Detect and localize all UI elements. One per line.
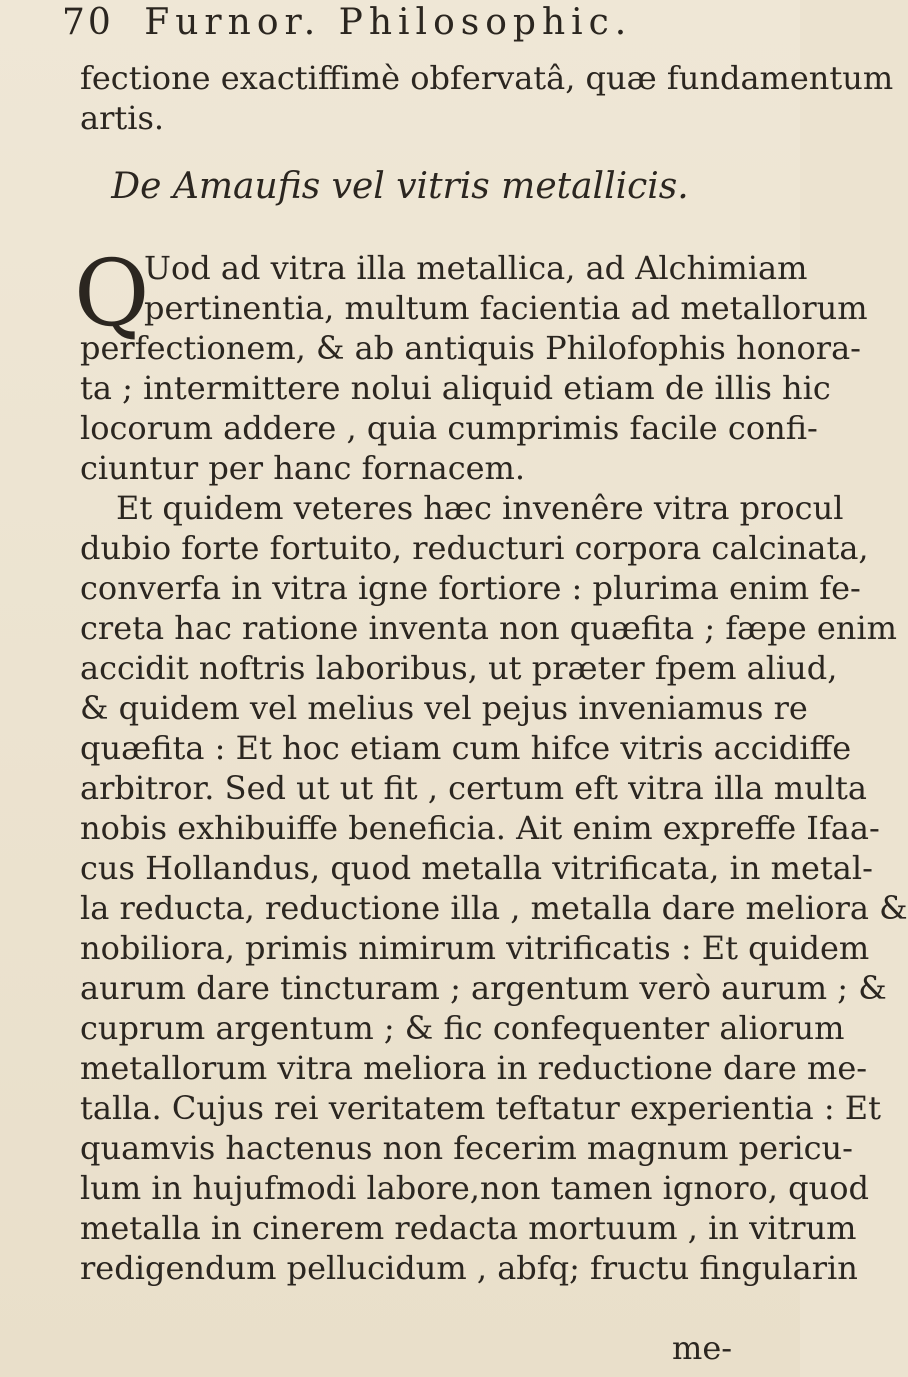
text-line: quamvis hactenus non fecerim magnum pericu- xyxy=(80,1129,853,1167)
text-line: converfa in vitra igne fortiore : plurima enim fe- xyxy=(80,569,861,607)
catchword: me- xyxy=(672,1329,733,1367)
text-line: Et quidem veteres hæc invenêre vitra procul xyxy=(116,489,844,527)
text-line: redigendum pellucidum , abfq; fructu fingularin xyxy=(80,1249,858,1287)
text-line: cuprum argentum ; & fic confequenter aliorum xyxy=(80,1009,845,1047)
text-line: nobiliora, primis nimirum vitrificatis : Et quidem xyxy=(80,929,870,967)
text-line: la reducta, reductione illa , metalla dare meliora & xyxy=(80,889,908,927)
text-line: fectione exactiffimè obfervatâ, quæ fundamentum xyxy=(80,59,894,97)
text-line: ciuntur per hanc fornacem. xyxy=(80,449,526,487)
text-line: perfectionem, & ab antiquis Philofophis honora- xyxy=(80,329,861,367)
text-line: metalla in cinerem redacta mortuum , in vitrum xyxy=(80,1209,857,1247)
text-line: nobis exhibuiffe beneficia. Ait enim expreffe Ifaa- xyxy=(80,809,880,847)
text-line: creta hac ratione inventa non quæfita ; fæpe enim xyxy=(80,609,897,647)
page-number: 70 xyxy=(62,2,114,43)
text-line: Uod ad vitra illa metallica, ad Alchimiam xyxy=(144,249,808,287)
running-title: Furnor. Philosophic. xyxy=(144,2,633,43)
page-header xyxy=(62,2,632,43)
text-line: arbitror. Sed ut ut fit , certum eft vitra illa multa xyxy=(80,769,867,807)
text-line: locorum addere , quia cumprimis facile confi- xyxy=(80,409,818,447)
text-line: talla. Cujus rei veritatem teftatur experientia : Et xyxy=(80,1089,881,1127)
section-title: De Amaufis vel vitris metallicis. xyxy=(111,166,689,207)
text-line: dubio forte fortuito, reducturi corpora calcinata, xyxy=(80,529,869,567)
text-line: lum in hujufmodi labore,non tamen ignoro, quod xyxy=(80,1169,869,1207)
text-line: ta ; intermittere nolui aliquid etiam de illis hic xyxy=(80,369,831,407)
text-line: pertinentia, multum facientia ad metallorum xyxy=(144,289,868,327)
text-line: & quidem vel melius vel pejus inveniamus re xyxy=(80,689,808,727)
text-line: accidit noftris laboribus, ut præter fpem aliud, xyxy=(80,649,838,687)
text-line: cus Hollandus, quod metalla vitrificata, in metal- xyxy=(80,849,873,887)
text-line: metallorum vitra meliora in reductione dare me- xyxy=(80,1049,868,1087)
drop-initial: Q xyxy=(74,240,150,347)
text-line: aurum dare tincturam ; argentum verò aurum ; & xyxy=(80,969,887,1007)
text-line: quæfita : Et hoc etiam cum hifce vitris accidiffe xyxy=(80,729,852,767)
text-line: artis. xyxy=(80,99,165,137)
